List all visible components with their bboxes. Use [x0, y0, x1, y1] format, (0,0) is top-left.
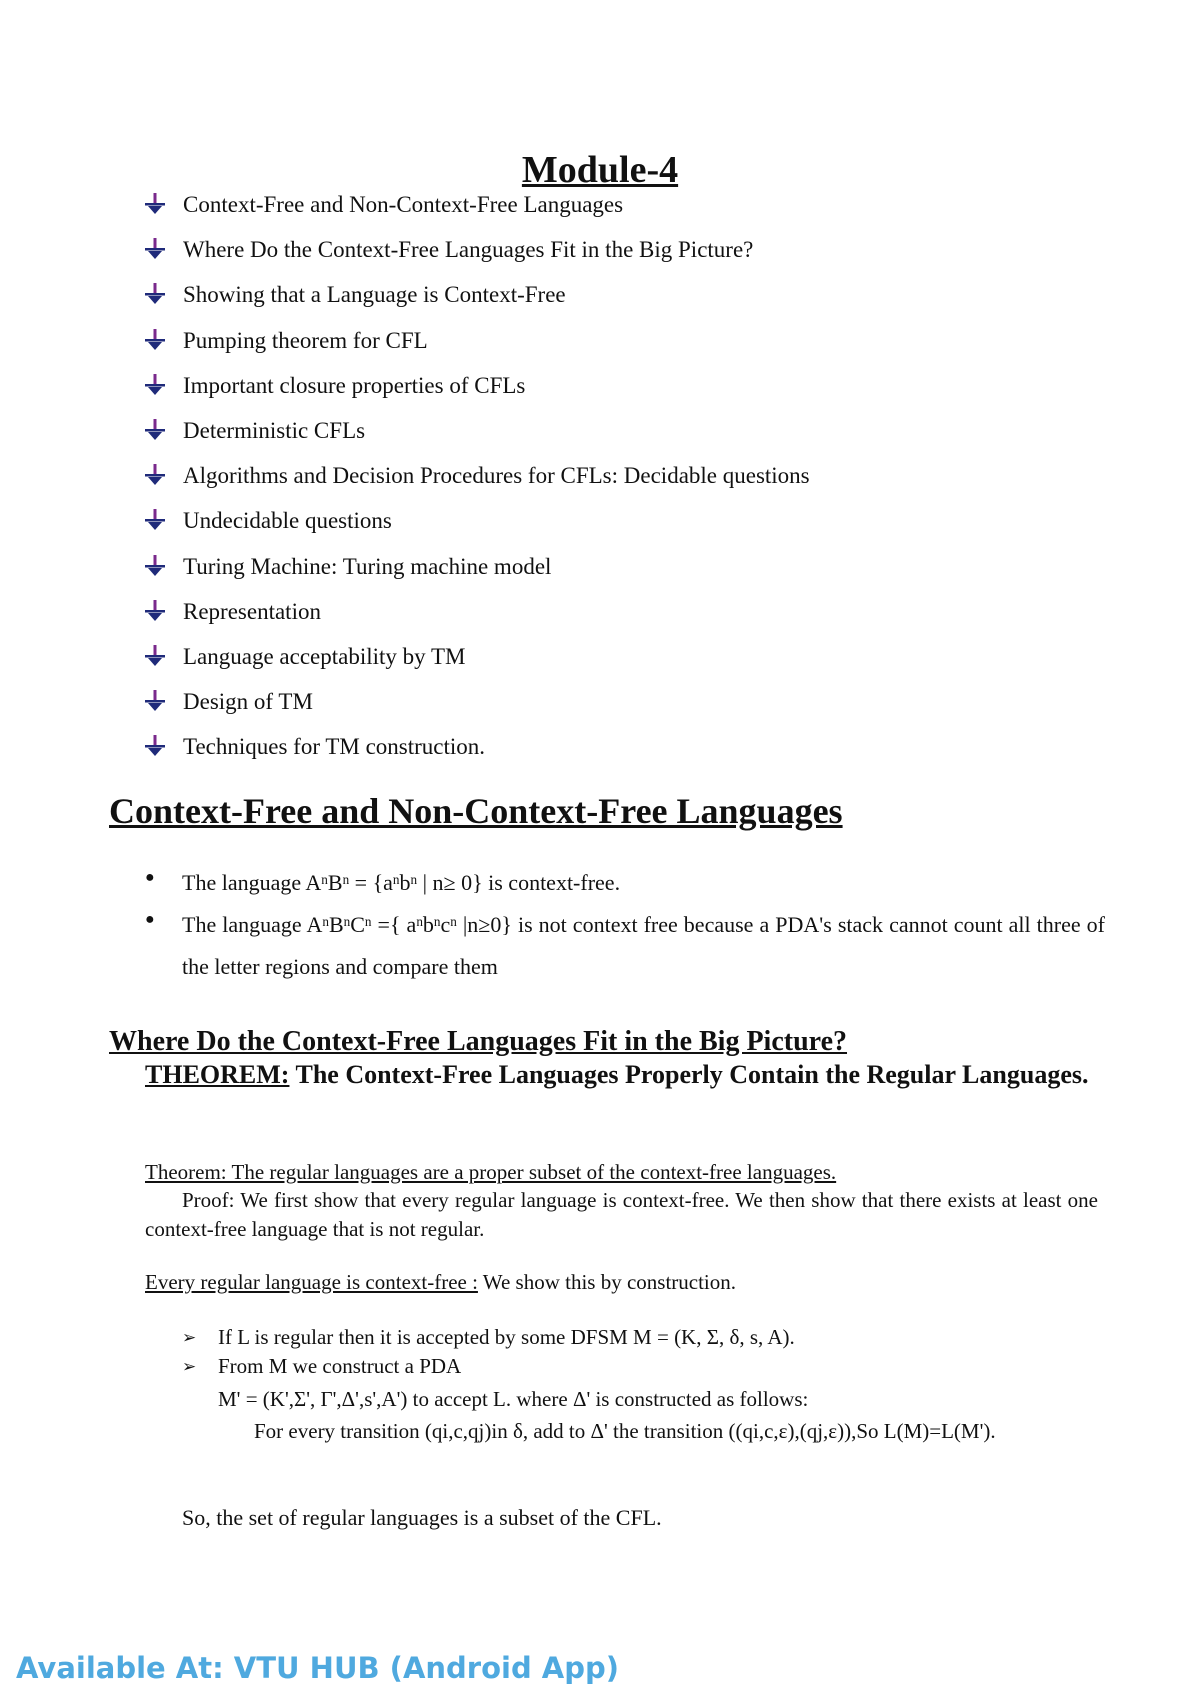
arrowhead-bullet-icon: ➢: [182, 1357, 197, 1376]
topic-item: Design of TM: [145, 687, 1145, 732]
down-arrow-bullet-icon: [145, 642, 167, 668]
down-arrow-bullet-icon: [145, 552, 167, 578]
section-heading-cfl-noncfl: Context-Free and Non-Context-Free Languages: [109, 791, 843, 831]
topic-item: Undecidable questions: [145, 506, 1145, 551]
proof-paragraph: Proof: We first show that every regular language is context-free. We then show that there exists at least one context-free language that is not regular.: [145, 1188, 1098, 1241]
topic-item: Language acceptability by TM: [145, 642, 1145, 687]
down-arrow-bullet-icon: [145, 597, 167, 623]
topic-item: Where Do the Context-Free Languages Fit in the Big Picture?: [145, 235, 1145, 280]
topic-item: Context-Free and Non-Context-Free Languages: [145, 190, 1145, 235]
bullet-dot-icon: ●: [145, 869, 155, 886]
topic-item: Representation: [145, 597, 1145, 642]
subtheorem: Theorem: The regular languages are a proper subset of the context-free languages.: [145, 1160, 837, 1184]
theorem-statement: THEOREM: The Context-Free Languages Properly Contain the Regular Languages.: [145, 1060, 1089, 1089]
down-arrow-bullet-icon: [145, 506, 167, 532]
topic-item: Pumping theorem for CFL: [145, 326, 1145, 371]
down-arrow-bullet-icon: [145, 190, 167, 216]
conclusion: So, the set of regular languages is a subset of the CFL.: [182, 1505, 662, 1530]
footer-watermark: Available At: VTU HUB (Android App): [16, 1651, 620, 1685]
topic-item: Deterministic CFLs: [145, 416, 1145, 461]
topic-item: Techniques for TM construction.: [145, 732, 1145, 777]
down-arrow-bullet-icon: [145, 326, 167, 352]
down-arrow-bullet-icon: [145, 235, 167, 261]
bullet-dot-icon: ●: [145, 911, 155, 928]
down-arrow-bullet-icon: [145, 280, 167, 306]
topic-item: Showing that a Language is Context-Free: [145, 280, 1145, 325]
down-arrow-bullet-icon: [145, 687, 167, 713]
list-item: ➢ From M we construct a PDA: [182, 1352, 1098, 1381]
down-arrow-bullet-icon: [145, 732, 167, 758]
list-item: ● The language $A^nB^nC^n$ ={ $a^nb^nc^n$ |n≥0} is not context free because a PDA's stack cannot count all three of the letter regions and compare them: [145, 904, 1105, 988]
transition-rule: For every transition (qi,c,qj)in δ, add to Δ' the transition ((qi,c,ε),(qj,ε)),So L(M)=L(M').: [254, 1419, 996, 1443]
topic-item: Important closure properties of CFLs: [145, 371, 1145, 416]
construction-intro: Every regular language is context-free : We show this by construction.: [145, 1270, 737, 1294]
down-arrow-bullet-icon: [145, 371, 167, 397]
arrowhead-bullet-icon: ➢: [182, 1328, 197, 1347]
section-heading-big-picture: Where Do the Context-Free Languages Fit in the Big Picture?: [109, 1026, 848, 1057]
topic-item: Turing Machine: Turing machine model: [145, 552, 1145, 597]
topic-list: [145, 190, 1145, 777]
list-item: ● The language $A^nB^n = \{a^nb^n$ | n≥ 0} is context-free.: [145, 862, 1105, 904]
topic-item: Algorithms and Decision Procedures for CFLs: Decidable questions: [145, 461, 1145, 506]
down-arrow-bullet-icon: [145, 461, 167, 487]
construction-steps: [182, 1323, 1098, 1381]
cfl-bullet-list: [145, 862, 1105, 988]
pda-definition: M' = (K',Σ', Γ',Δ',s',A') to accept L. where Δ' is constructed as follows:: [218, 1387, 809, 1411]
down-arrow-bullet-icon: [145, 416, 167, 442]
module-title: Module-4: [521, 149, 679, 191]
list-item: ➢ If L is regular then it is accepted by some DFSM M = (K, Σ, δ, s, A).: [182, 1323, 1098, 1352]
